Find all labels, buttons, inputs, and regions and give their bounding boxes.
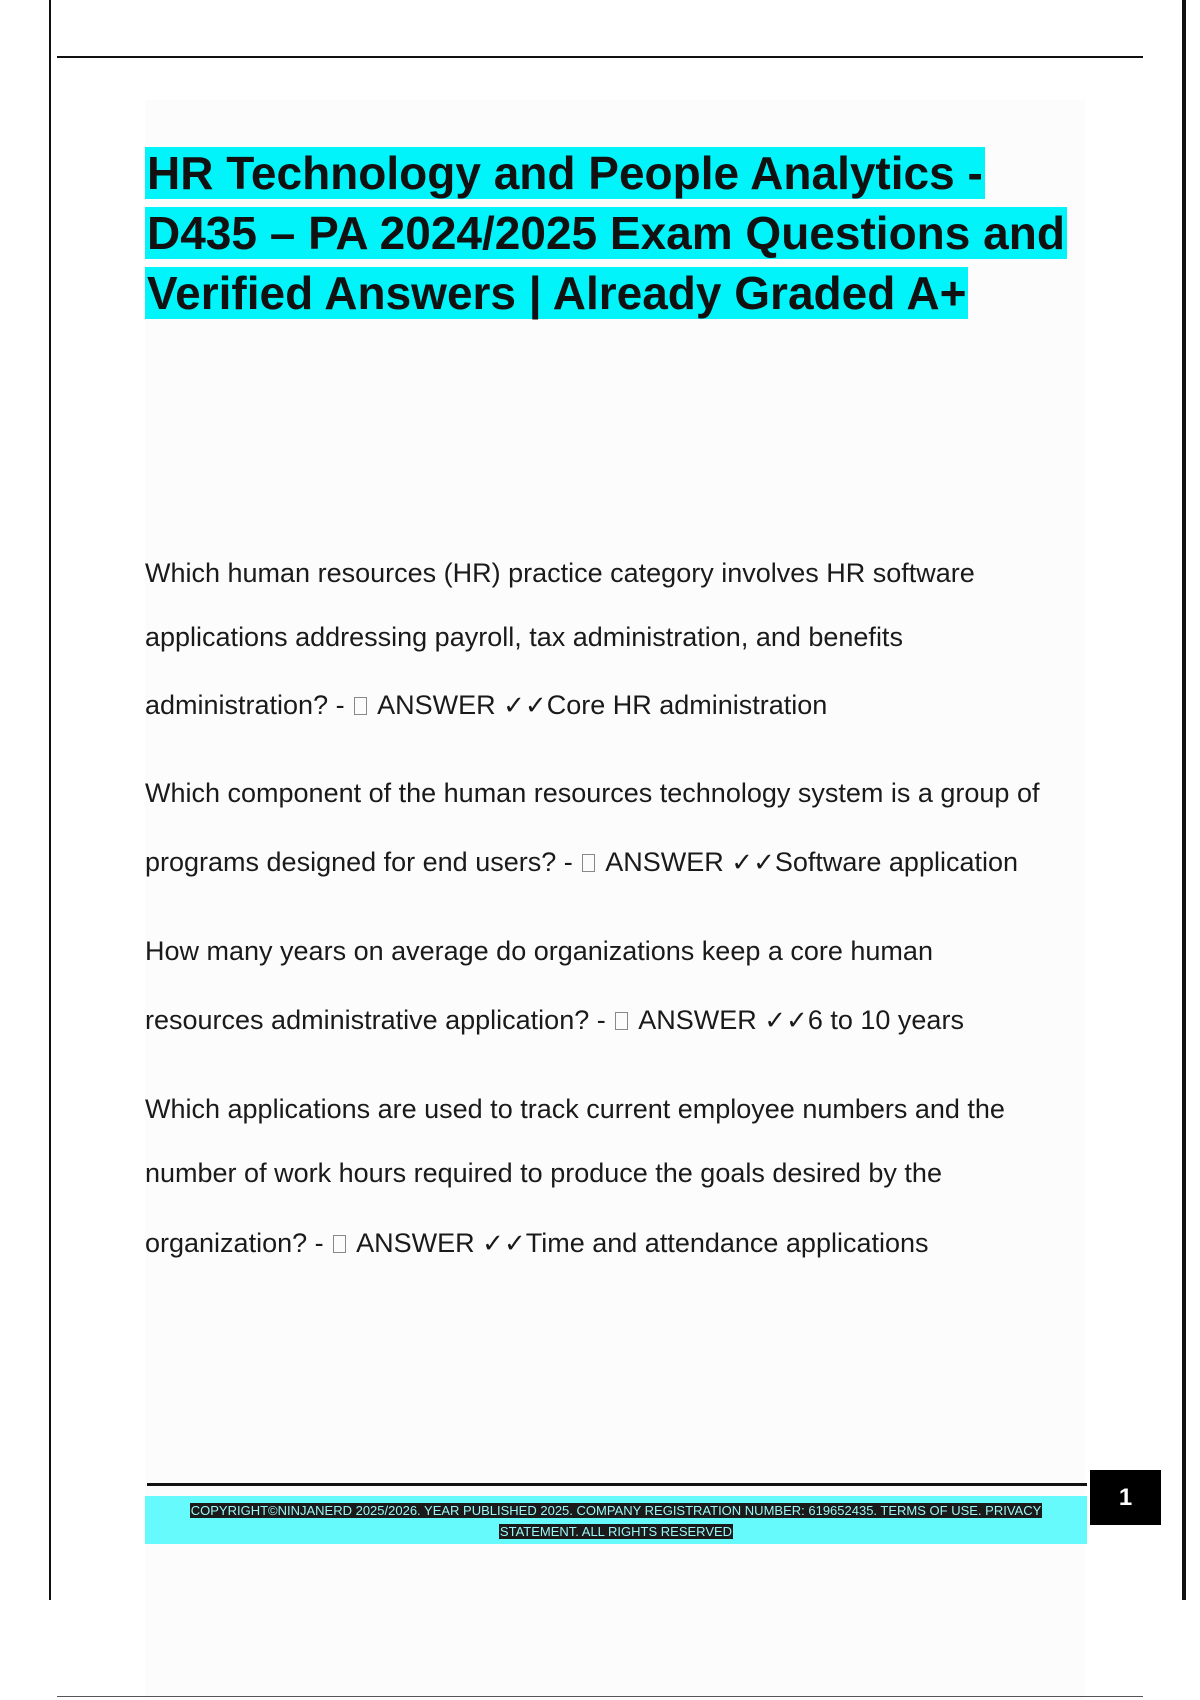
qa-2-question-tail: programs designed for end users? - [145, 847, 581, 877]
qa-1-question-tail: administration? - [145, 690, 353, 720]
double-check-icon: ✓✓ [503, 691, 547, 721]
checkbox-placeholder-icon [354, 697, 367, 715]
double-check-icon: ✓✓ [482, 1229, 526, 1259]
answer-label: ANSWER [377, 690, 496, 720]
document-title-highlight: HR Technology and People Analytics - D435 – PA 2024/2025 Exam Questions and Verified Answers | Already Graded A+ [147, 147, 1065, 319]
answer-label: ANSWER [638, 1005, 757, 1035]
qa-2-answer: Software application [774, 847, 1019, 877]
page-border-left [49, 0, 51, 1600]
qa-3-line-1: How many years on average do organizations keep a core human [145, 936, 933, 966]
content-area [145, 100, 1085, 1700]
qa-1-line-2: applications addressing payroll, tax administration, and benefits [145, 622, 903, 652]
footer-copyright-text: COPYRIGHT©NINJANERD 2025/2026. YEAR PUBLISHED 2025. COMPANY REGISTRATION NUMBER: 619652435. TERMS OF USE. PRIVACY STATEMENT. ALL RIGHTS RESERVED [190, 1503, 1042, 1539]
qa-4-line-1: Which applications are used to track current employee numbers and the [145, 1094, 1005, 1124]
checkbox-placeholder-icon [582, 854, 595, 872]
header-rule [57, 56, 1143, 58]
qa-1-line-1: Which human resources (HR) practice category involves HR software [145, 558, 975, 588]
qa-3-line-2 [145, 1005, 964, 1036]
checkbox-placeholder-icon [333, 1235, 346, 1253]
answer-label: ANSWER [605, 847, 724, 877]
qa-4-answer: Time and attendance applications [525, 1228, 929, 1258]
qa-1-answer: Core HR administration [546, 690, 828, 720]
qa-4-line-3 [145, 1228, 929, 1259]
qa-4-line-2: number of work hours required to produce the goals desired by the [145, 1158, 942, 1188]
double-check-icon: ✓✓ [764, 1006, 808, 1036]
qa-2-line-2 [145, 847, 1018, 878]
qa-4-question-tail: organization? - [145, 1228, 332, 1258]
page-number: 1 [1090, 1470, 1161, 1525]
next-page-rule [57, 1696, 1143, 1697]
footer-rule [147, 1483, 1087, 1486]
qa-3-question-tail: resources administrative application? - [145, 1005, 614, 1035]
double-check-icon: ✓✓ [731, 848, 775, 878]
qa-2-line-1: Which component of the human resources technology system is a group of [145, 778, 1040, 808]
page-border-right [1182, 0, 1186, 1600]
qa-1-line-3 [145, 690, 827, 721]
document-title [145, 143, 1065, 323]
answer-label: ANSWER [356, 1228, 475, 1258]
qa-3-answer: 6 to 10 years [807, 1005, 964, 1035]
checkbox-placeholder-icon [615, 1012, 628, 1030]
footer-copyright [165, 1500, 1067, 1542]
